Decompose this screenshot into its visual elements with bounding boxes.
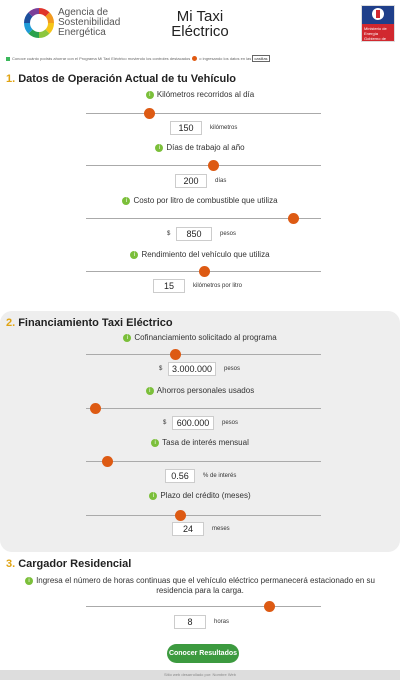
info-icon: i	[155, 144, 163, 152]
field-slider[interactable]	[86, 515, 321, 516]
header	[0, 0, 400, 52]
agency-name	[58, 8, 120, 38]
slider-thumb[interactable]	[175, 510, 186, 521]
slider-thumb[interactable]	[199, 266, 210, 277]
field-label-text: Costo por litro de combustible que utiliza	[133, 196, 278, 205]
app-title-line: Eléctrico	[171, 23, 229, 40]
slider-thumb[interactable]	[144, 108, 155, 119]
field-slider[interactable]	[86, 165, 321, 166]
field-unit: pesos	[222, 420, 239, 426]
agency-name-line: Energética	[58, 27, 106, 38]
field-value-input[interactable]: 150	[170, 121, 202, 135]
info-icon: i	[149, 492, 157, 500]
field-label	[0, 386, 400, 395]
notice-text: Conoce cuánto podrás ahorrar con el Programa Mi Taxi Eléctrico moviendo los controles destacados	[12, 56, 191, 61]
ministry-sub: Gobierno de Chile	[364, 36, 387, 46]
section-title-text: Cargador Residencial	[18, 558, 132, 570]
field-value-input[interactable]: 24	[172, 522, 204, 536]
field-slider[interactable]	[86, 461, 321, 462]
section2-title	[6, 317, 173, 329]
section-number: 1.	[6, 73, 16, 85]
field-unit: kilómetros	[210, 125, 238, 131]
section-title-text: Financiamiento Taxi Eléctrico	[18, 317, 173, 329]
currency-prefix: $	[167, 231, 171, 237]
field-value-input[interactable]: 850	[176, 227, 212, 241]
orange-dot-icon	[192, 56, 197, 61]
footer	[0, 670, 400, 680]
field-label-text: Tasa de interés mensual	[162, 438, 249, 447]
field-label	[0, 196, 400, 205]
field-unit: pesos	[224, 366, 241, 372]
notice-text: o ingresando los datos en las	[199, 56, 252, 61]
charger-hours-unit: horas	[214, 619, 230, 625]
charger-hours-slider[interactable]	[86, 606, 321, 607]
charger-hours-input[interactable]: 8	[174, 615, 206, 629]
field-label	[0, 250, 400, 259]
field-label-text: Ahorros personales usados	[156, 386, 255, 395]
agency-name-line: Agencia de	[58, 7, 109, 18]
app-title-line: Mi Taxi	[176, 8, 224, 25]
field-value-input[interactable]: 200	[175, 174, 207, 188]
field-unit: días	[215, 178, 227, 184]
green-marker-icon	[6, 57, 10, 61]
field-unit: kilómetros por litro	[193, 283, 243, 289]
field-value-input[interactable]: 600.000	[172, 416, 214, 430]
charger-text: Ingresa el número de horas continuas que el vehículo eléctrico permanecerá estacionado en su residencia para la carga.	[36, 576, 375, 595]
ministry-logo	[361, 5, 395, 46]
instruction-notice	[6, 56, 306, 61]
info-icon: i	[130, 251, 138, 259]
results-button[interactable]: Conocer Resultados	[167, 644, 239, 663]
field-value-input[interactable]: 0.56	[165, 469, 195, 483]
field-label	[0, 438, 400, 447]
casillas-box: casillas	[254, 56, 268, 61]
section3-title	[6, 558, 131, 570]
field-slider[interactable]	[86, 113, 321, 114]
info-icon: i	[123, 334, 131, 342]
currency-prefix: $	[163, 420, 167, 426]
field-unit: % de interés	[203, 473, 237, 479]
section-title-text: Datos de Operación Actual de tu Vehículo	[18, 73, 236, 85]
currency-prefix: $	[159, 366, 163, 372]
agency-name-line: Sostenibilidad	[58, 17, 121, 28]
info-icon: i	[146, 387, 154, 395]
slider-thumb[interactable]	[208, 160, 219, 171]
field-label	[0, 333, 400, 342]
field-label-text: Rendimiento del vehículo que utiliza	[141, 250, 270, 259]
section-number: 2.	[6, 317, 16, 329]
info-icon: i	[151, 439, 159, 447]
field-label	[0, 143, 400, 152]
agency-logo-icon	[22, 6, 56, 40]
field-label-text: Plazo del crédito (meses)	[160, 491, 251, 500]
field-label-text: Cofinanciamiento solicitado al programa	[134, 333, 277, 342]
crest-icon	[372, 8, 384, 20]
field-value-input[interactable]: 15	[153, 279, 185, 293]
slider-thumb[interactable]	[288, 213, 299, 224]
field-value-input[interactable]: 3.000.000	[168, 362, 216, 376]
charger-instructions	[10, 576, 390, 596]
field-label-text: Kilómetros recorridos al día	[156, 90, 255, 99]
field-slider[interactable]	[86, 354, 321, 355]
section1-title	[6, 73, 236, 85]
section-number: 3.	[6, 558, 16, 570]
info-icon: i	[25, 577, 33, 585]
field-label	[0, 90, 400, 99]
ministry-name: Ministerio de Energía	[364, 26, 387, 36]
slider-thumb[interactable]	[264, 601, 275, 612]
field-unit: pesos	[220, 231, 237, 237]
field-label	[0, 491, 400, 500]
app-title	[150, 9, 250, 39]
field-slider[interactable]	[86, 408, 321, 409]
field-label-text: Días de trabajo al año	[166, 143, 245, 152]
info-icon: i	[146, 91, 154, 99]
field-slider[interactable]	[86, 271, 321, 272]
footer-text: Sitio web desarrollado por: Nombre Web	[164, 672, 236, 677]
field-slider[interactable]	[86, 218, 321, 219]
field-unit: meses	[212, 526, 230, 532]
info-icon: i	[122, 197, 130, 205]
